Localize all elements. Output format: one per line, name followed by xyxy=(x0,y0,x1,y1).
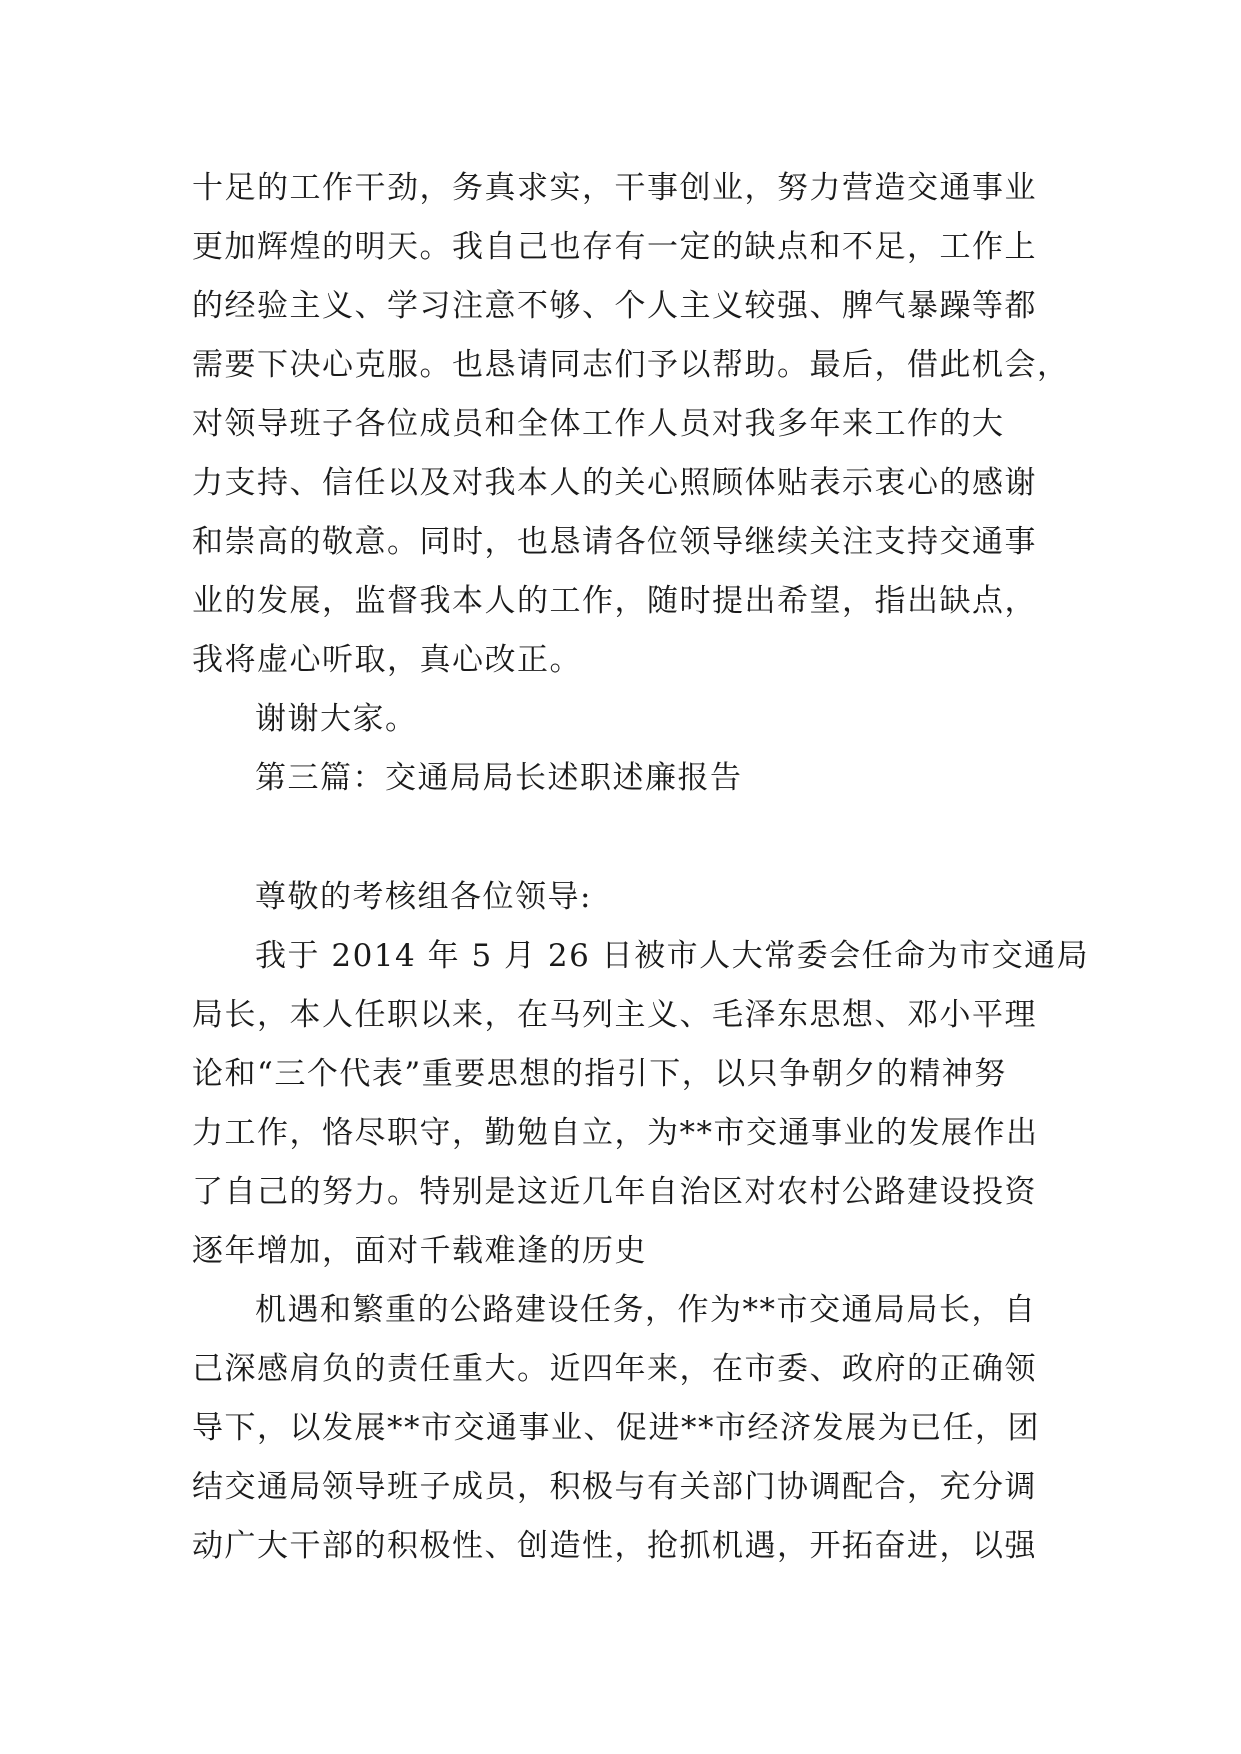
paragraph-line: 局长，本人任职以来，在马列主义、毛泽东思想、邓小平理 xyxy=(192,997,1037,1033)
section-heading: 第三篇：交通局局长述职述廉报告 xyxy=(255,760,743,796)
salutation: 尊敬的考核组各位领导: xyxy=(255,879,592,915)
paragraph-line: 十足的工作干劲，务真求实，干事创业，努力营造交通事业 xyxy=(192,170,1037,206)
paragraph-line: 对领导班子各位成员和全体工作人员对我多年来工作的大 xyxy=(192,406,1005,442)
paragraph-line: 论和“三个代表”重要思想的指引下，以只争朝夕的精神努 xyxy=(192,1056,1007,1092)
closing-line: 谢谢大家。 xyxy=(255,701,418,737)
paragraph-line: 动广大干部的积极性、创造性，抢抓机遇，开拓奋进，以强 xyxy=(192,1528,1037,1564)
paragraph-line: 和崇高的敬意。同时，也恳请各位领导继续关注支持交通事 xyxy=(192,524,1037,560)
paragraph-line: 逐年增加，面对千载难逢的历史 xyxy=(192,1233,647,1269)
paragraph-line: 导下，以发展**市交通事业、促进**市经济发展为已任，团 xyxy=(192,1410,1040,1446)
paragraph-line: 力支持、信任以及对我本人的关心照顾体贴表示衷心的感谢 xyxy=(192,465,1037,501)
paragraph-line: 我于 2014 年 5 月 26 日被市人大常委会任命为市交通局 xyxy=(255,938,1090,974)
paragraph-line: 我将虚心听取，真心改正。 xyxy=(192,642,582,678)
paragraph-line: 了自己的努力。特别是这近几年自治区对农村公路建设投资 xyxy=(192,1174,1037,1210)
paragraph-line: 机遇和繁重的公路建设任务，作为**市交通局局长，自 xyxy=(255,1292,1037,1328)
paragraph-line: 需要下决心克服。也恳请同志们予以帮助。最后，借此机会， xyxy=(192,347,1070,383)
paragraph-line: 更加辉煌的明天。我自己也存有一定的缺点和不足，工作上 xyxy=(192,229,1037,265)
paragraph-line: 力工作，恪尽职守，勤勉自立，为**市交通事业的发展作出 xyxy=(192,1115,1039,1151)
paragraph-line: 业的发展，监督我本人的工作，随时提出希望，指出缺点， xyxy=(192,583,1037,619)
paragraph-line: 的经验主义、学习注意不够、个人主义较强、脾气暴躁等都 xyxy=(192,288,1037,324)
paragraph-line: 结交通局领导班子成员，积极与有关部门协调配合，充分调 xyxy=(192,1469,1037,1505)
paragraph-line: 己深感肩负的责任重大。近四年来，在市委、政府的正确领 xyxy=(192,1351,1037,1387)
